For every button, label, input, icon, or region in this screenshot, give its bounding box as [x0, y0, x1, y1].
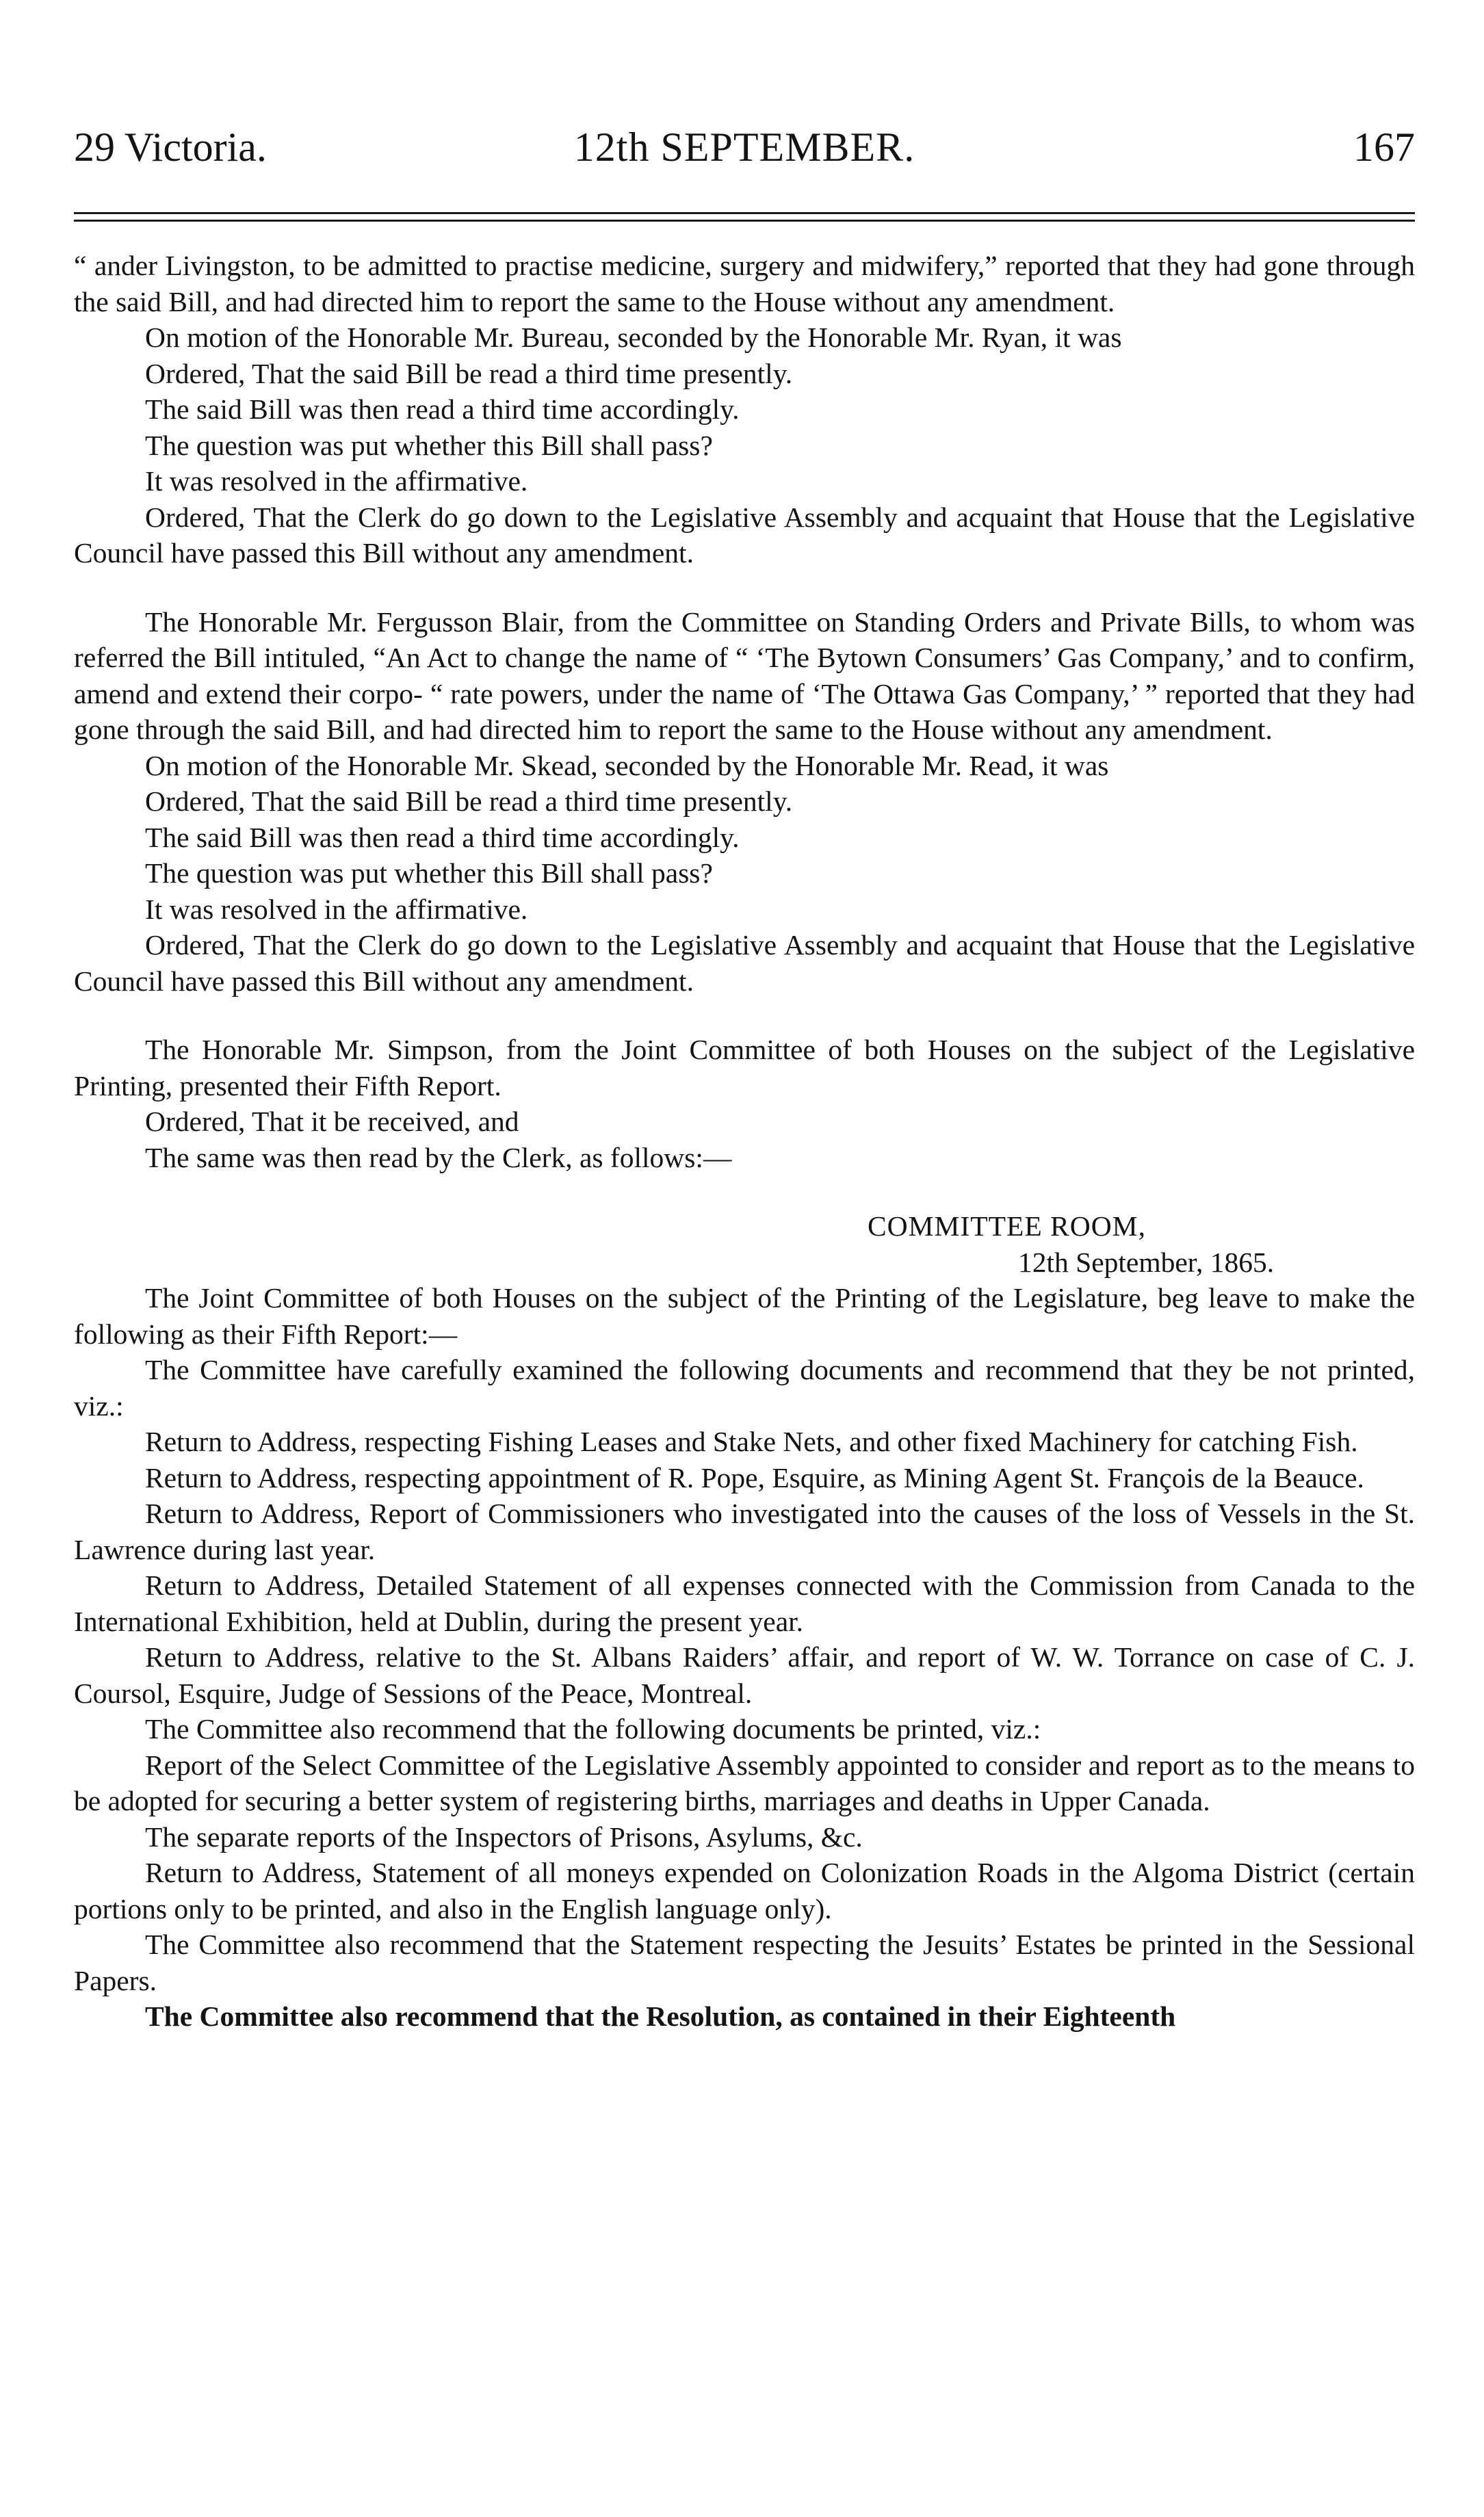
paragraph: On motion of the Honorable Mr. Bureau, seconded by the Honorable Mr. Ryan, it was	[145, 322, 1122, 353]
paragraph: The said Bill was then read a third time accordingly.	[145, 821, 740, 853]
page-number: 167	[1353, 125, 1415, 170]
paragraph: The said Bill was then read a third time accordingly.	[145, 393, 740, 425]
report-paragraph: Return to Address, relative to the St. Albans Raiders’ affair, and report of W. W. Torrance on case of C. J. Coursol, Esquire, Judge of Sessions of the Peace, Montreal.	[74, 1641, 1415, 1709]
journal-text	[74, 248, 1415, 2035]
paragraph: It was resolved in the affirmative.	[145, 893, 528, 925]
paragraph: Ordered, That the said Bill be read a third time presently.	[145, 785, 793, 817]
report-paragraph: Return to Address, Report of Commissioners who investigated into the causes of the loss of Vessels in the St. Lawrence during last year.	[74, 1498, 1415, 1565]
paragraph: Ordered, That it be received, and	[145, 1106, 519, 1137]
report-paragraph: The separate reports of the Inspectors of Prisons, Asylums, &c.	[145, 1821, 863, 1853]
report-paragraph: The Committee also recommend that the Resolution, as contained in their Eighteenth	[145, 2000, 1176, 2032]
header-date: 12th SEPTEMBER.	[573, 125, 915, 170]
report-place: COMMITTEE ROOM,	[868, 1210, 1146, 1242]
report-paragraph: Return to Address, respecting Fishing Leases and Stake Nets, and other fixed Machinery for catching Fish.	[145, 1426, 1358, 1457]
report-paragraph: The Committee also recommend that the following documents be printed, viz.:	[145, 1713, 1041, 1745]
header-double-rule	[74, 212, 1415, 222]
document-page	[74, 109, 1415, 2035]
report-paragraph: Return to Address, Statement of all moneys expended on Colonization Roads in the Algoma District (certain portions only to be printed, and also in the English language only).	[74, 1857, 1415, 1925]
paragraph: The Honorable Mr. Simpson, from the Joint Committee of both Houses on the subject of the Legislative Printing, presented their Fifth Report.	[74, 1034, 1415, 1101]
paragraph: The same was then read by the Clerk, as follows:—	[145, 1141, 732, 1173]
paragraph: The question was put whether this Bill shall pass?	[145, 857, 713, 889]
report-date: 12th September, 1865.	[1018, 1246, 1275, 1278]
paragraph: Ordered, That the Clerk do go down to the Legislative Assembly and acquaint that House that the Legislative Council have passed this Bill without any amendment.	[74, 929, 1415, 997]
report-paragraph: The Joint Committee of both Houses on the subject of the Printing of the Legislature, beg leave to make the following as their Fifth Report:—	[74, 1282, 1415, 1350]
paragraph: “ ander Livingston, to be admitted to practise medicine, surgery and midwifery,” reported that they had gone through the said Bill, and had directed him to report the same to the House without any amendment.	[74, 250, 1415, 317]
report-paragraph: Return to Address, respecting appointment of R. Pope, Esquire, as Mining Agent St. François de la Beauce.	[145, 1461, 1364, 1494]
report-paragraph: The Committee also recommend that the Statement respecting the Jesuits’ Estates be printed in the Sessional Papers.	[74, 1929, 1415, 1996]
running-header	[74, 109, 1415, 185]
paragraph: Ordered, That the said Bill be read a third time presently.	[145, 357, 793, 389]
report-paragraph: Return to Address, Detailed Statement of all expenses connected with the Commission from Canada to the International Exhibition, held at Dublin, during the present year.	[74, 1569, 1415, 1637]
paragraph: The question was put whether this Bill shall pass?	[145, 429, 713, 461]
report-paragraph: The Committee have carefully examined the following documents and recommend that they be not printed, viz.:	[74, 1354, 1415, 1422]
paragraph: It was resolved in the affirmative.	[145, 465, 528, 497]
report-paragraph: Report of the Select Committee of the Legislative Assembly appointed to consider and report as to the means to be adopted for securing a better system of registering births, marriages and deaths in Upper Canada.	[74, 1749, 1415, 1816]
paragraph: On motion of the Honorable Mr. Skead, seconded by the Honorable Mr. Read, it was	[145, 749, 1109, 781]
header-volume: 29 Victoria.	[74, 125, 267, 170]
paragraph: The Honorable Mr. Fergusson Blair, from the Committee on Standing Orders and Private Bills, to whom was referred the Bill intituled, “An Act to change the name of “ ‘The Bytown Consumers’ Gas Company,’ and to confirm, amend and extend their corpo- “ rate powers, under the name of ‘The Ottawa Gas Company,’ ” reported that they had gone through the said Bill, and had directed him to report the same to the House without any amendment.	[74, 605, 1415, 745]
paragraph: Ordered, That the Clerk do go down to the Legislative Assembly and acquaint that House that the Legislative Council have passed this Bill without any amendment.	[74, 501, 1415, 569]
